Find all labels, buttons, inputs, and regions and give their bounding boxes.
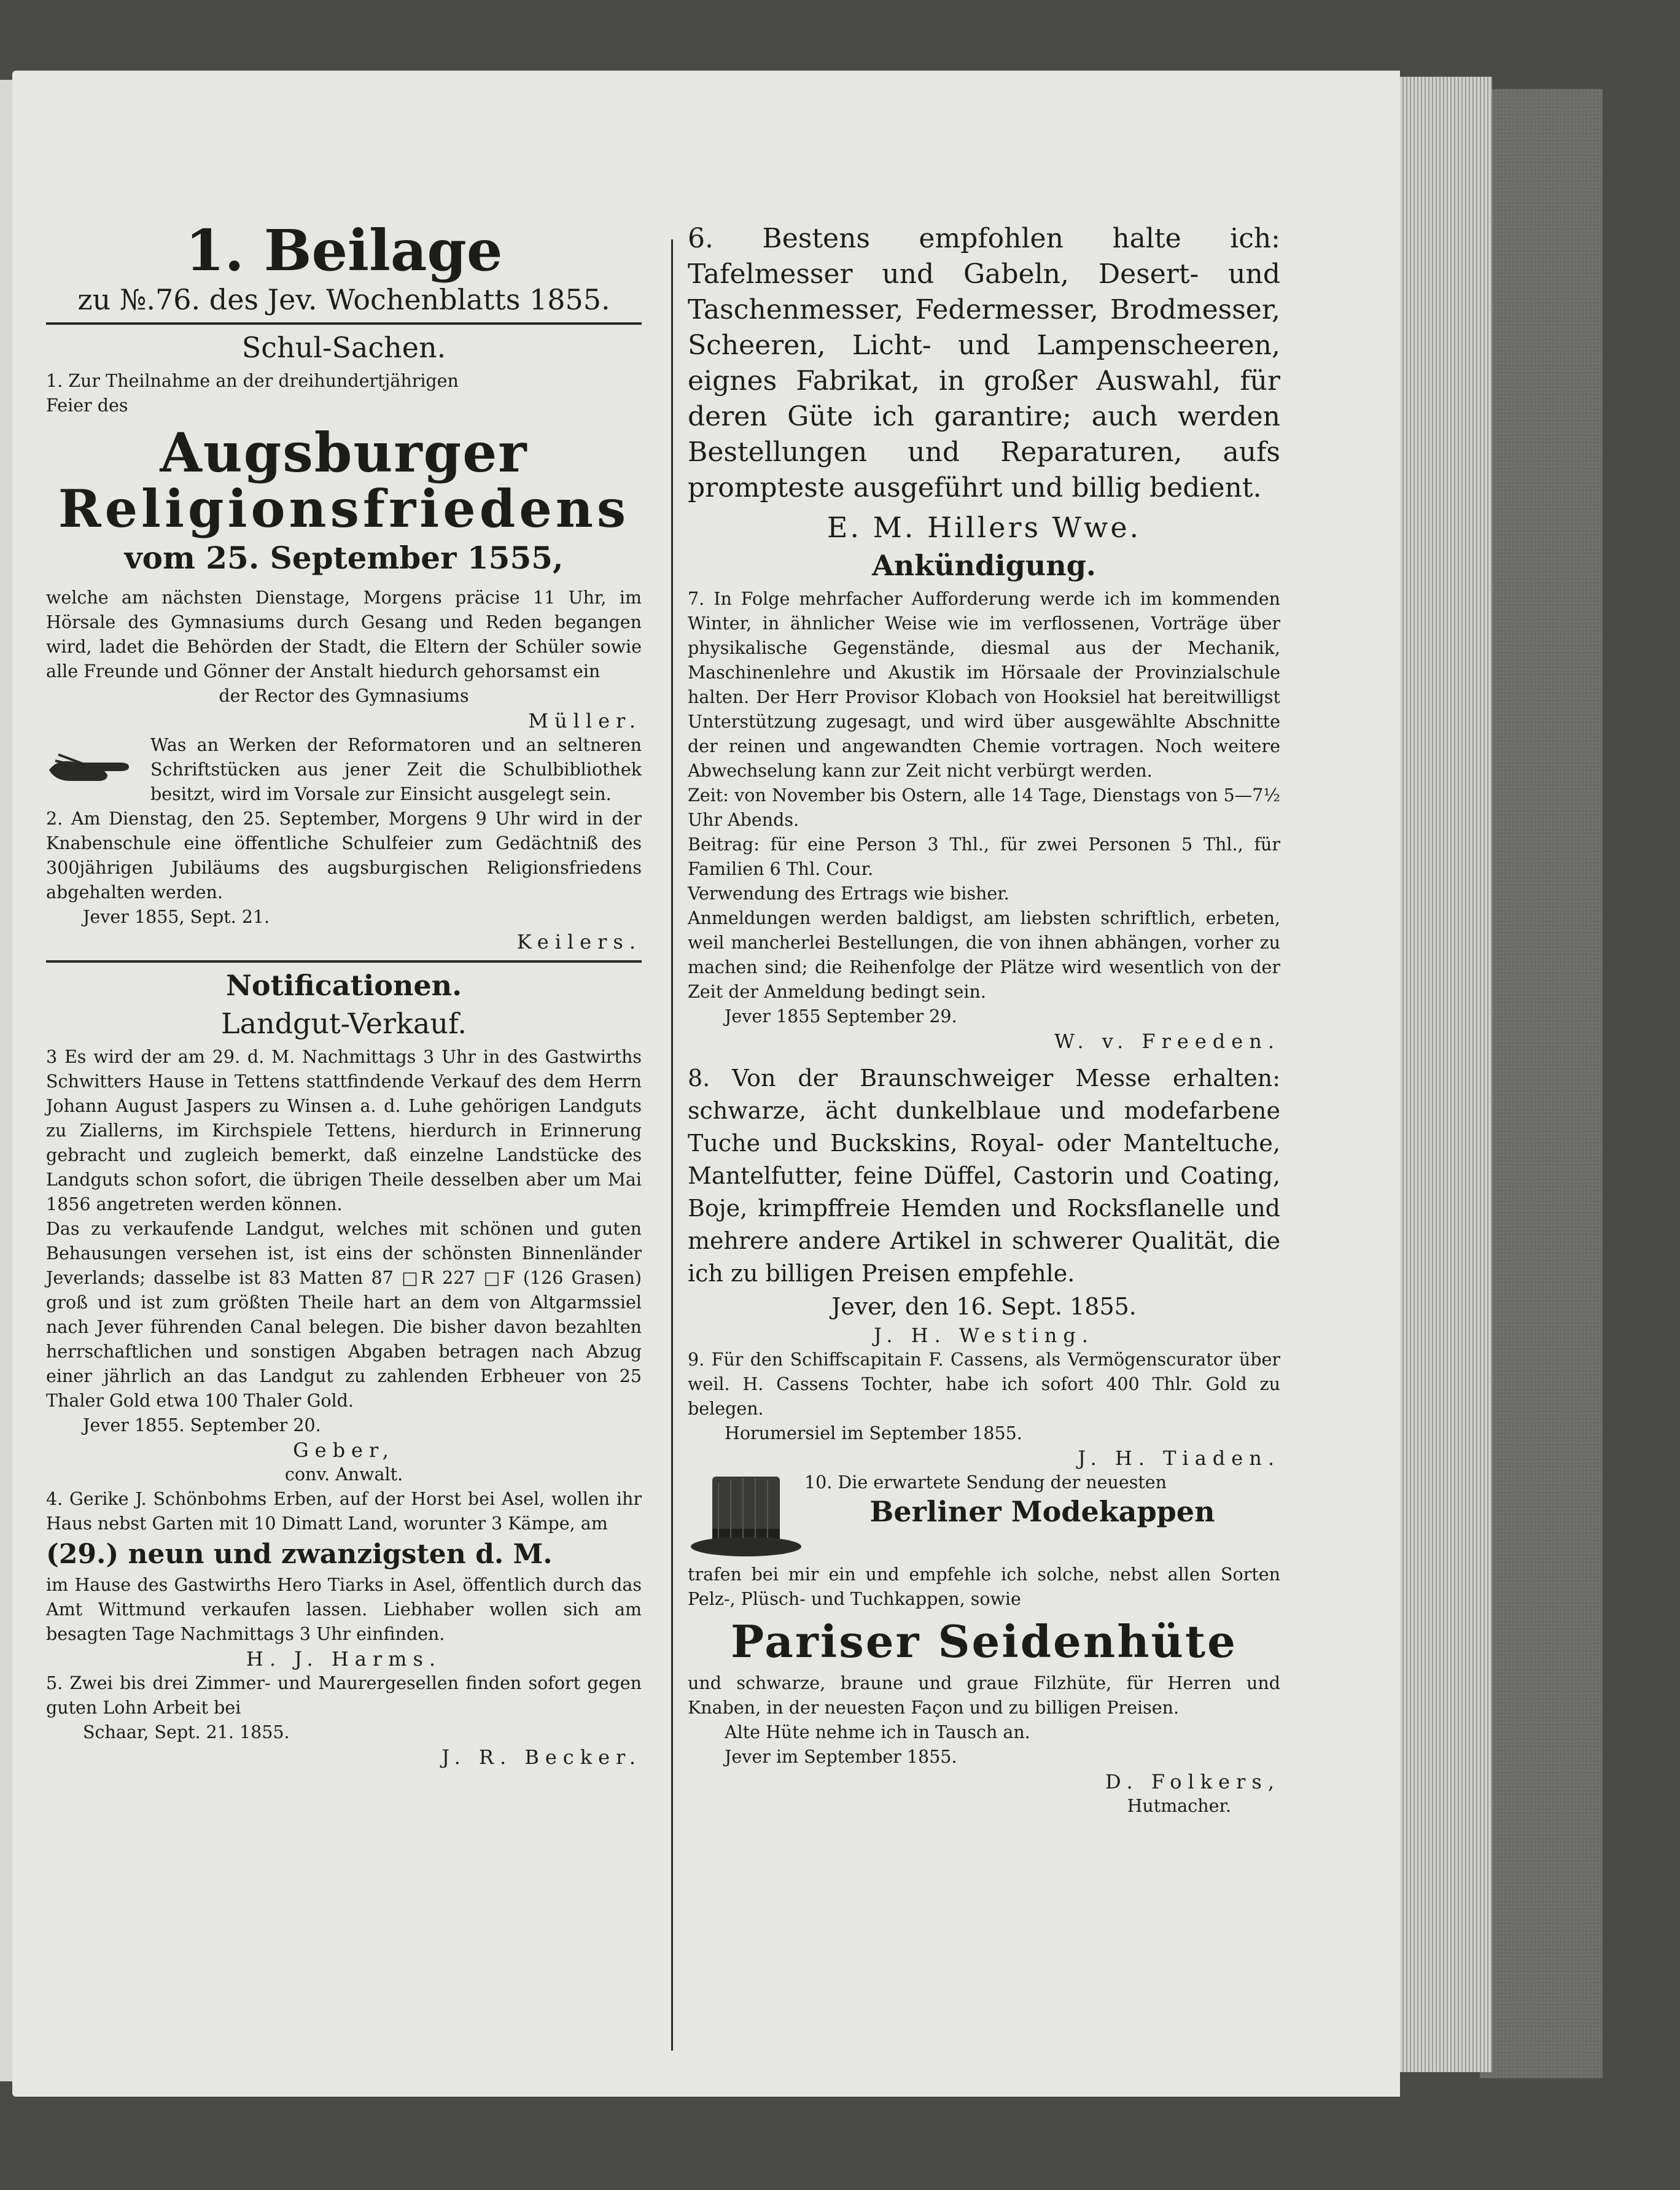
s1-big2: Religionsfriedens <box>58 478 630 539</box>
s1-big1: Augsburger <box>160 420 528 484</box>
s1-sig2: Müller. <box>528 709 642 732</box>
s7-verwendung: Verwendung des Ertrags wie bisher. <box>688 883 1009 904</box>
notif-heading: Notificationen. <box>225 968 462 1002</box>
book-cover <box>1480 89 1603 2078</box>
hand-text: Was an Werken der Reformatoren und an seltneren Schriftstücken aus jener Zeit die Schulbibliothek besitzt, wird im Vorsale zur Einsicht ausgelegt sein. <box>150 734 642 804</box>
s7-beitrag: Beitrag: für eine Person 3 Thl., für zwei Personen 5 Thl., für Familien 6 Thl. Cour. <box>688 834 1280 879</box>
top-hat-icon <box>688 1470 804 1563</box>
s1-sig1: der Rector des Gymnasiums <box>219 685 469 706</box>
s10-text4: Alte Hüte nehme ich in Tausch an. <box>725 1722 1030 1742</box>
page-title: 1. Beilage <box>185 217 503 284</box>
s5-date: Schaar, Sept. 21. 1855. <box>83 1722 290 1742</box>
hat-advert <box>688 1470 1280 1563</box>
s5-text: 5. Zwei bis drei Zimmer- und Maurergesellen finden sofort gegen guten Lohn Arbeit bei <box>46 1672 642 1718</box>
ankuend-heading: Ankündigung. <box>872 549 1096 582</box>
s10-pariser: Pariser Seidenhüte <box>731 1615 1237 1668</box>
s6-sig: E. M. Hillers Wwe. <box>826 511 1141 544</box>
s3-sig1: Geber, <box>293 1438 395 1462</box>
s3-text2: Das zu verkaufende Landgut, welches mit schönen und guten Behausungen versehen ist, ist eins der schönsten Binnenländer Jeverlands; dasselbe ist 83 Matten 87 □R 227 □F (126 Grasen) groß und ist zum größten Theile hart an dem von Altgarmssiel nach Jever führenden Canal belegen. Die bisher davon bezahlten herrschaftlichen und sonstigen Abgaben betragen nach Abzug einer jährlich an das Landgut zu zahlenden Erbheuer von 25 Thaler Gold etwa 100 Thaler Gold. <box>46 1218 642 1411</box>
s9-date: Horumersiel im September 1855. <box>725 1423 1022 1443</box>
s1-text: welche am nächsten Dienstage, Morgens präcise 11 Uhr, im Hörsale des Gymnasiums durch Gesang und Reden begangen wird, ladet die Behörden der Stadt, die Eltern der Schüler sowie alle Freunde und Gönner der Anstalt hiedurch gehorsamst ein <box>46 587 642 681</box>
s7-date: Jever 1855 September 29. <box>725 1006 957 1027</box>
s10-text1: 10. Die erwartete Sendung der neuesten <box>804 1472 1167 1493</box>
pointing-hand-icon <box>46 745 150 788</box>
s3-date: Jever 1855. September 20. <box>83 1415 321 1435</box>
s8-sig: J. H. Westing. <box>874 1324 1094 1347</box>
divider <box>46 960 642 963</box>
landgut-heading: Landgut-Verkauf. <box>221 1006 467 1040</box>
column-divider <box>671 239 673 2051</box>
s10-date: Jever im September 1855. <box>725 1747 957 1767</box>
s3-sig2: conv. Anwalt. <box>284 1464 403 1485</box>
page-subtitle: zu №.76. des Jev. Wochenblatts 1855. <box>77 282 610 316</box>
s7-zeit: Zeit: von November bis Ostern, alle 14 Tage, Dienstags von 5—7½ Uhr Abends. <box>688 785 1280 830</box>
s10-text2: trafen bei mir ein und empfehle ich solche, nebst allen Sorten Pelz-, Plüsch- und Tuchkappen, sowie <box>688 1564 1280 1609</box>
s5-sig: J. R. Becker. <box>441 1745 642 1769</box>
s7-anmeldung: Anmeldungen werden baldigst, am liebsten schriftlich, erbeten, weil mancherlei Bestellungen, die von ihnen abhängen, vorher zu machen sind; die Reihenfolge der Plätze wird wesentlich von der Zeit der Anmeldung bedingt sein. <box>688 908 1280 1002</box>
s10-modekappen: Berliner Modekappen <box>869 1495 1215 1528</box>
s7-sig: W. v. Freeden. <box>1054 1030 1280 1053</box>
s2-text: 2. Am Dienstag, den 25. September, Morgens 9 Uhr wird in der Knabenschule eine öffentliche Schulfeier zum Gedächtniß des 300jährigen Jubiläums des augsburgischen Religionsfriedens abgehalten werden. <box>46 808 642 903</box>
s10-text3: und schwarze, braune und graue Filzhüte, für Herren und Knaben, in der neuesten Façon und zu billigen Preisen. <box>688 1673 1280 1718</box>
s4-sig: H. J. Harms. <box>246 1647 442 1671</box>
s9-text: 9. Für den Schiffscapitain F. Cassens, als Vermögenscurator über weil. H. Cassens Tochter, habe ich sofort 400 Thlr. Gold zu belegen. <box>688 1349 1280 1419</box>
right-column <box>688 221 1280 1819</box>
s10-sig2: Hutmacher. <box>1127 1796 1231 1816</box>
s8-text: 8. Von der Braunschweiger Messe erhalten: schwarze, ächt dunkelblaue und modefarbene Tuche und Buckskins, Royal- oder Manteltuche, Mantelfutter, feine Düffel, Castorin und Coating, Boje, krimpffreie Hemden und Rocksflanelle und mehrere andere Artikel in schwerer Qualität, die ich zu billigen Preisen empfehle. <box>688 1065 1280 1287</box>
left-column <box>46 217 642 1769</box>
s8-date: Jever, den 16. Sept. 1855. <box>831 1293 1137 1320</box>
s1-vom: vom 25. September 1555, <box>124 539 564 576</box>
pointing-hand-notice <box>46 733 642 807</box>
s6-text: 6. Bestens empfohlen halte ich: Tafelmesser und Gabeln, Desert- und Taschenmesser, Federmesser, Brodmesser, Scheeren, Licht- und Lampenscheeren, eignes Fabrikat, in großer Auswahl, für deren Güte ich garantire; auch werden Bestellungen und Reparaturen, aufs prompteste ausgeführt und billig bedient. <box>688 223 1280 503</box>
s4-text2: im Hause des Gastwirths Hero Tiarks in Asel, öffentlich durch das Amt Wittmund verkaufen lassen. Liebhaber wollen sich am besagten Tage Nachmittags 3 Uhr einfinden. <box>46 1574 642 1644</box>
s4-text1: 4. Gerike J. Schönbohms Erben, auf der Horst bei Asel, wollen ihr Haus nebst Garten mit 10 Dimatt Land, worunter 3 Kämpe, am <box>46 1488 642 1534</box>
s7-text: 7. In Folge mehrfacher Aufforderung werde ich im kommenden Winter, in ähnlicher Weise wie im verflossenen, Vorträge über physikalische Gegenstände, diesmal aus der Mechanik, Maschinenlehre und Akustik im Hörsaale der Provinzialschule halten. Der Herr Provisor Klobach von Hooksiel hat bereitwilligst Unterstützung zugesagt, und wird über ausgewählte Abschnitte der reinen und angewandten Chemie vortragen. Noch weitere Abwechselung kann zur Zeit nicht verbürgt werden. <box>688 589 1280 781</box>
divider <box>46 322 642 325</box>
s10-sig1: D. Folkers, <box>1105 1770 1280 1793</box>
s1-intro2: Feier des <box>46 395 128 416</box>
s2-sig: Keilers. <box>516 930 642 953</box>
s2-date: Jever 1855, Sept. 21. <box>83 906 270 927</box>
page-edges <box>1400 77 1492 2072</box>
schul-heading: Schul-Sachen. <box>241 330 446 364</box>
s1-intro1: 1. Zur Theilnahme an der dreihundertjährigen <box>46 370 459 391</box>
s9-sig: J. H. Tiaden. <box>1078 1446 1280 1470</box>
s3-text1: 3 Es wird der am 29. d. M. Nachmittags 3 Uhr in des Gastwirths Schwitters Hause in Tettens stattfindende Verkauf des dem Herrn Johann August Jaspers zu Winsen a. d. Luhe gehörigen Landguts zu Ziallerns, im Kirchspiele Tettens, hierdurch in Erinnerung gebracht und zugleich bemerkt, daß einzelne Landstücke des Landguts schon sofort, die übrigen Theile desselben aber um Mai 1856 angetreten werden können. <box>46 1046 642 1214</box>
s4-big: (29.) neun und zwanzigsten d. M. <box>46 1538 553 1570</box>
